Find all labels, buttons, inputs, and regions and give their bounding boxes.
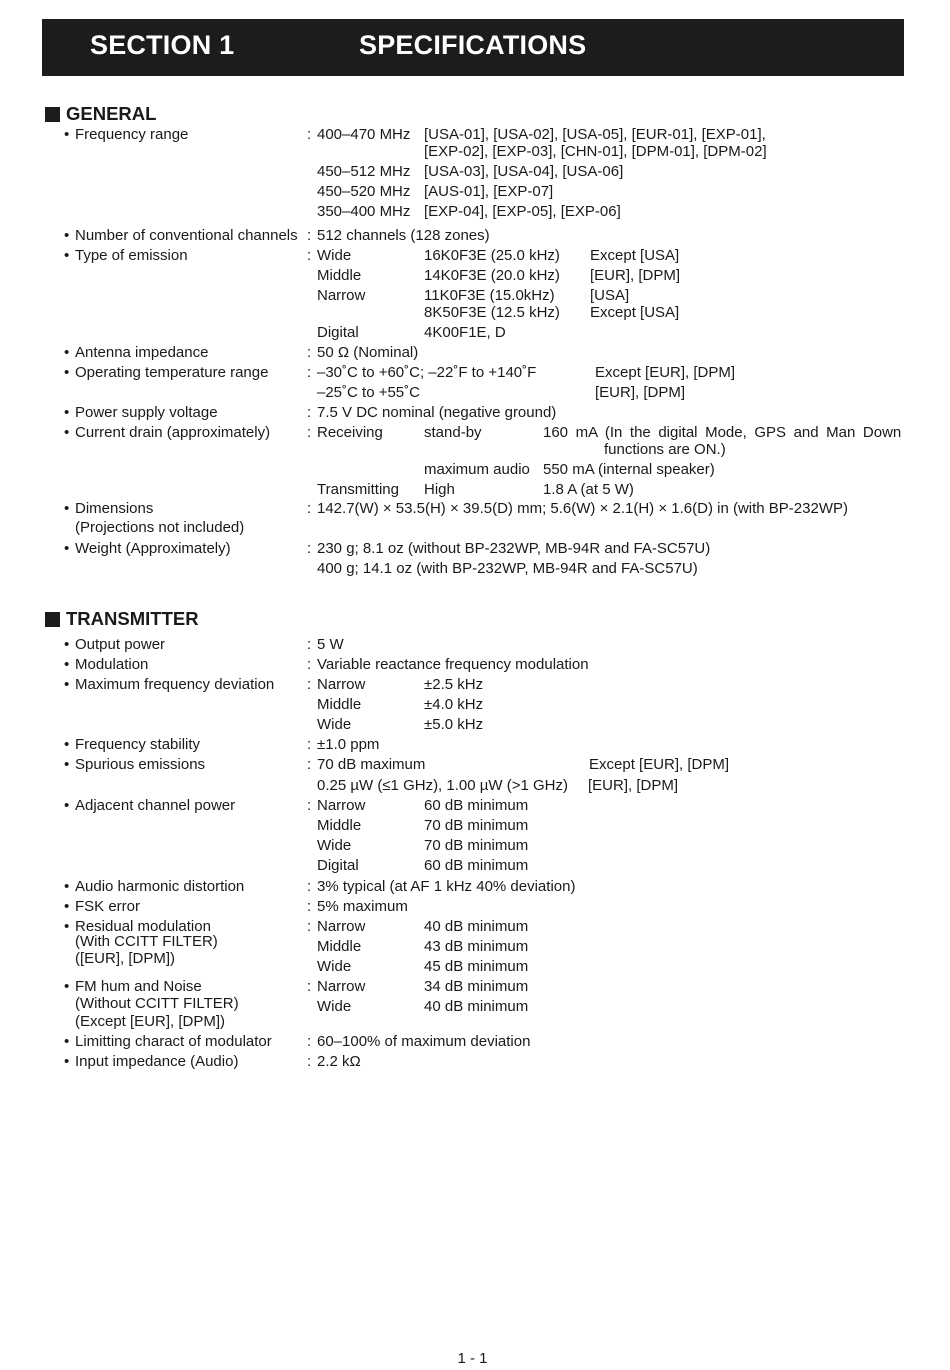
general-heading-text: GENERAL — [66, 103, 157, 124]
spec-sublabel-fm-hum: (Without CCITT FILTER) — [75, 995, 239, 1012]
spec-value-dimensions: 142.7(W) × 53.5(H) × 39.5(D) mm; 5.6(W) × 2.1(H) × 1.6(D) in (with BP-232WP) — [317, 500, 848, 517]
spec-label-weight: • Weight (Approximately) — [64, 540, 231, 557]
spurious-note: [EUR], [DPM] — [588, 777, 679, 794]
freq-band: 450–512 MHz — [317, 163, 411, 180]
acp-value: 70 dB minimum — [424, 837, 529, 854]
square-bullet-icon — [45, 612, 60, 627]
temp-note: Except [EUR], [DPM] — [595, 364, 736, 381]
spec-label-harmonic-distortion: • Audio harmonic distortion — [64, 878, 245, 895]
emission-note: [USA] — [590, 287, 630, 304]
freq-versions: [AUS-01], [EXP-07] — [424, 183, 554, 200]
emission-note: Except [USA] — [590, 304, 680, 321]
acp-value: 60 dB minimum — [424, 857, 529, 874]
spec-value-output-power: 5 W — [317, 636, 344, 653]
residual-mode: Wide — [317, 958, 352, 975]
acp-mode: Digital — [317, 857, 359, 874]
freq-versions: [USA-01], [USA-02], [USA-05], [EUR-01], [EXP-01], — [424, 126, 766, 143]
spec-value-harmonic-distortion: 3% typical (at AF 1 kHz 40% deviation) — [317, 878, 576, 895]
spec-label-output-power: • Output power — [64, 636, 166, 653]
colon: : — [307, 918, 312, 935]
spurious-value: 0.25 µW (≤1 GHz), 1.00 µW (>1 GHz) — [317, 777, 568, 794]
spec-value-channels: 512 channels (128 zones) — [317, 227, 490, 244]
spec-label-current-drain: • Current drain (approximately) — [64, 424, 271, 441]
colon: : — [307, 878, 312, 895]
colon: : — [307, 227, 312, 244]
emission-mode: Narrow — [317, 287, 366, 304]
emission-note: Except [USA] — [590, 247, 680, 264]
acp-mode: Middle — [317, 817, 362, 834]
freq-versions: [EXP-04], [EXP-05], [EXP-06] — [424, 203, 621, 220]
colon: : — [307, 676, 312, 693]
colon: : — [307, 978, 312, 995]
emission-code: 8K50F3E (12.5 kHz) — [424, 304, 560, 321]
drain-transmitting: Transmitting — [317, 481, 399, 498]
acp-value: 70 dB minimum — [424, 817, 529, 834]
spec-label-spurious: • Spurious emissions — [64, 756, 206, 773]
deviation-mode: Wide — [317, 716, 352, 733]
fm-hum-value: 34 dB minimum — [424, 978, 529, 995]
temp-note: [EUR], [DPM] — [595, 384, 686, 401]
acp-value: 60 dB minimum — [424, 797, 529, 814]
spec-label-antenna: • Antenna impedance — [64, 344, 209, 361]
colon: : — [307, 797, 312, 814]
general-heading — [45, 103, 156, 125]
spec-label-fm-hum: • FM hum and Noise — [64, 978, 202, 995]
spec-value-input-impedance: 2.2 kΩ — [317, 1053, 361, 1070]
drain-standby-value: functions are ON.) — [604, 441, 726, 458]
drain-high-value: 1.8 A (at 5 W) — [543, 481, 634, 498]
spec-label-limiting: • Limitting charact of modulator — [64, 1033, 272, 1050]
residual-value: 43 dB minimum — [424, 938, 529, 955]
emission-code: 16K0F3E (25.0 kHz) — [424, 247, 560, 264]
spec-label-modulation: • Modulation — [64, 656, 149, 673]
colon: : — [307, 364, 312, 381]
spec-label-input-impedance: • Input impedance (Audio) — [64, 1053, 239, 1070]
temp-range: –30˚C to +60˚C; –22˚F to +140˚F — [317, 364, 537, 381]
spec-label-stability: • Frequency stability — [64, 736, 201, 753]
deviation-value: ±5.0 kHz — [424, 716, 484, 733]
colon: : — [307, 1053, 312, 1070]
drain-receiving: Receiving — [317, 424, 383, 441]
colon: : — [307, 126, 312, 143]
colon: : — [307, 736, 312, 753]
fm-hum-value: 40 dB minimum — [424, 998, 529, 1015]
spec-label-power-supply: • Power supply voltage — [64, 404, 218, 421]
drain-standby: stand-by — [424, 424, 482, 441]
transmitter-heading-text: TRANSMITTER — [66, 608, 199, 629]
page-number: 1 - 1 — [457, 1350, 488, 1367]
spec-label-temperature: • Operating temperature range — [64, 364, 269, 381]
freq-band: 400–470 MHz — [317, 126, 411, 143]
colon: : — [307, 1033, 312, 1050]
emission-code: 11K0F3E (15.0kHz) — [424, 287, 555, 304]
emission-mode: Middle — [317, 267, 362, 284]
emission-code: 14K0F3E (20.0 kHz) — [424, 267, 560, 284]
freq-band: 450–520 MHz — [317, 183, 411, 200]
deviation-value: ±2.5 kHz — [424, 676, 484, 693]
section-banner — [42, 19, 904, 76]
fm-hum-mode: Narrow — [317, 978, 366, 995]
fm-hum-mode: Wide — [317, 998, 352, 1015]
emission-mode: Wide — [317, 247, 352, 264]
spec-label-fsk-error: • FSK error — [64, 898, 141, 915]
spec-value-fsk-error: 5% maximum — [317, 898, 408, 915]
spurious-value: 70 dB maximum — [317, 756, 426, 773]
square-bullet-icon — [45, 107, 60, 122]
residual-mode: Narrow — [317, 918, 366, 935]
colon: : — [307, 500, 312, 517]
section-number: SECTION 1 — [90, 30, 235, 60]
spec-sublabel-residual: (With CCITT FILTER) — [75, 933, 218, 950]
spec-label-emission: • Type of emission — [64, 247, 188, 264]
spec-label-residual-modulation: • Residual modulation — [64, 918, 211, 935]
deviation-mode: Middle — [317, 696, 362, 713]
colon: : — [307, 636, 312, 653]
colon: : — [307, 756, 312, 773]
spec-label-channels: • Number of conventional channels — [64, 227, 298, 244]
freq-versions: [EXP-02], [EXP-03], [CHN-01], [DPM-01], [DPM-02] — [424, 143, 767, 160]
spec-sublabel-fm-hum: (Except [EUR], [DPM]) — [75, 1013, 226, 1030]
colon: : — [307, 424, 312, 441]
residual-mode: Middle — [317, 938, 362, 955]
spec-sublabel-residual: ([EUR], [DPM]) — [75, 950, 175, 967]
drain-max-audio-value: 550 mA (internal speaker) — [543, 461, 715, 478]
emission-mode: Digital — [317, 324, 359, 341]
colon: : — [307, 898, 312, 915]
residual-value: 45 dB minimum — [424, 958, 529, 975]
acp-mode: Narrow — [317, 797, 366, 814]
spec-value-power-supply: 7.5 V DC nominal (negative ground) — [317, 404, 557, 421]
page-title: SPECIFICATIONS — [359, 30, 587, 60]
colon: : — [307, 404, 312, 421]
emission-code: 4K00F1E, D — [424, 324, 506, 341]
spec-label-adjacent-channel: • Adjacent channel power — [64, 797, 236, 814]
spec-value-modulation: Variable reactance frequency modulation — [317, 656, 589, 673]
colon: : — [307, 540, 312, 557]
acp-mode: Wide — [317, 837, 352, 854]
spec-label-frequency-range: • Frequency range — [64, 126, 189, 143]
drain-high: High — [424, 481, 455, 498]
colon: : — [307, 344, 312, 361]
colon: : — [307, 247, 312, 264]
spec-value-weight: 230 g; 8.1 oz (without BP-232WP, MB-94R and FA-SC57U) — [317, 540, 711, 557]
deviation-mode: Narrow — [317, 676, 366, 693]
freq-band: 350–400 MHz — [317, 203, 411, 220]
colon: : — [307, 656, 312, 673]
spec-label-deviation: • Maximum frequency deviation — [64, 676, 275, 693]
deviation-value: ±4.0 kHz — [424, 696, 484, 713]
spec-value-stability: ±1.0 ppm — [317, 736, 380, 753]
spec-value-weight: 400 g; 14.1 oz (with BP-232WP, MB-94R and FA-SC57U) — [317, 560, 698, 577]
residual-value: 40 dB minimum — [424, 918, 529, 935]
freq-versions: [USA-03], [USA-04], [USA-06] — [424, 163, 624, 180]
drain-standby-value: 160 mA (In the digital Mode, GPS and Man Down — [543, 424, 902, 441]
spec-label-dimensions: • Dimensions — [64, 500, 154, 517]
spec-sublabel-dimensions: (Projections not included) — [75, 519, 245, 536]
temp-range: –25˚C to +55˚C — [317, 384, 420, 401]
drain-max-audio: maximum audio — [424, 461, 530, 478]
emission-note: [EUR], [DPM] — [590, 267, 681, 284]
spec-value-antenna: 50 Ω (Nominal) — [317, 344, 419, 361]
spec-value-limiting: 60–100% of maximum deviation — [317, 1033, 531, 1050]
transmitter-heading — [45, 608, 199, 630]
spurious-note: Except [EUR], [DPM] — [589, 756, 730, 773]
